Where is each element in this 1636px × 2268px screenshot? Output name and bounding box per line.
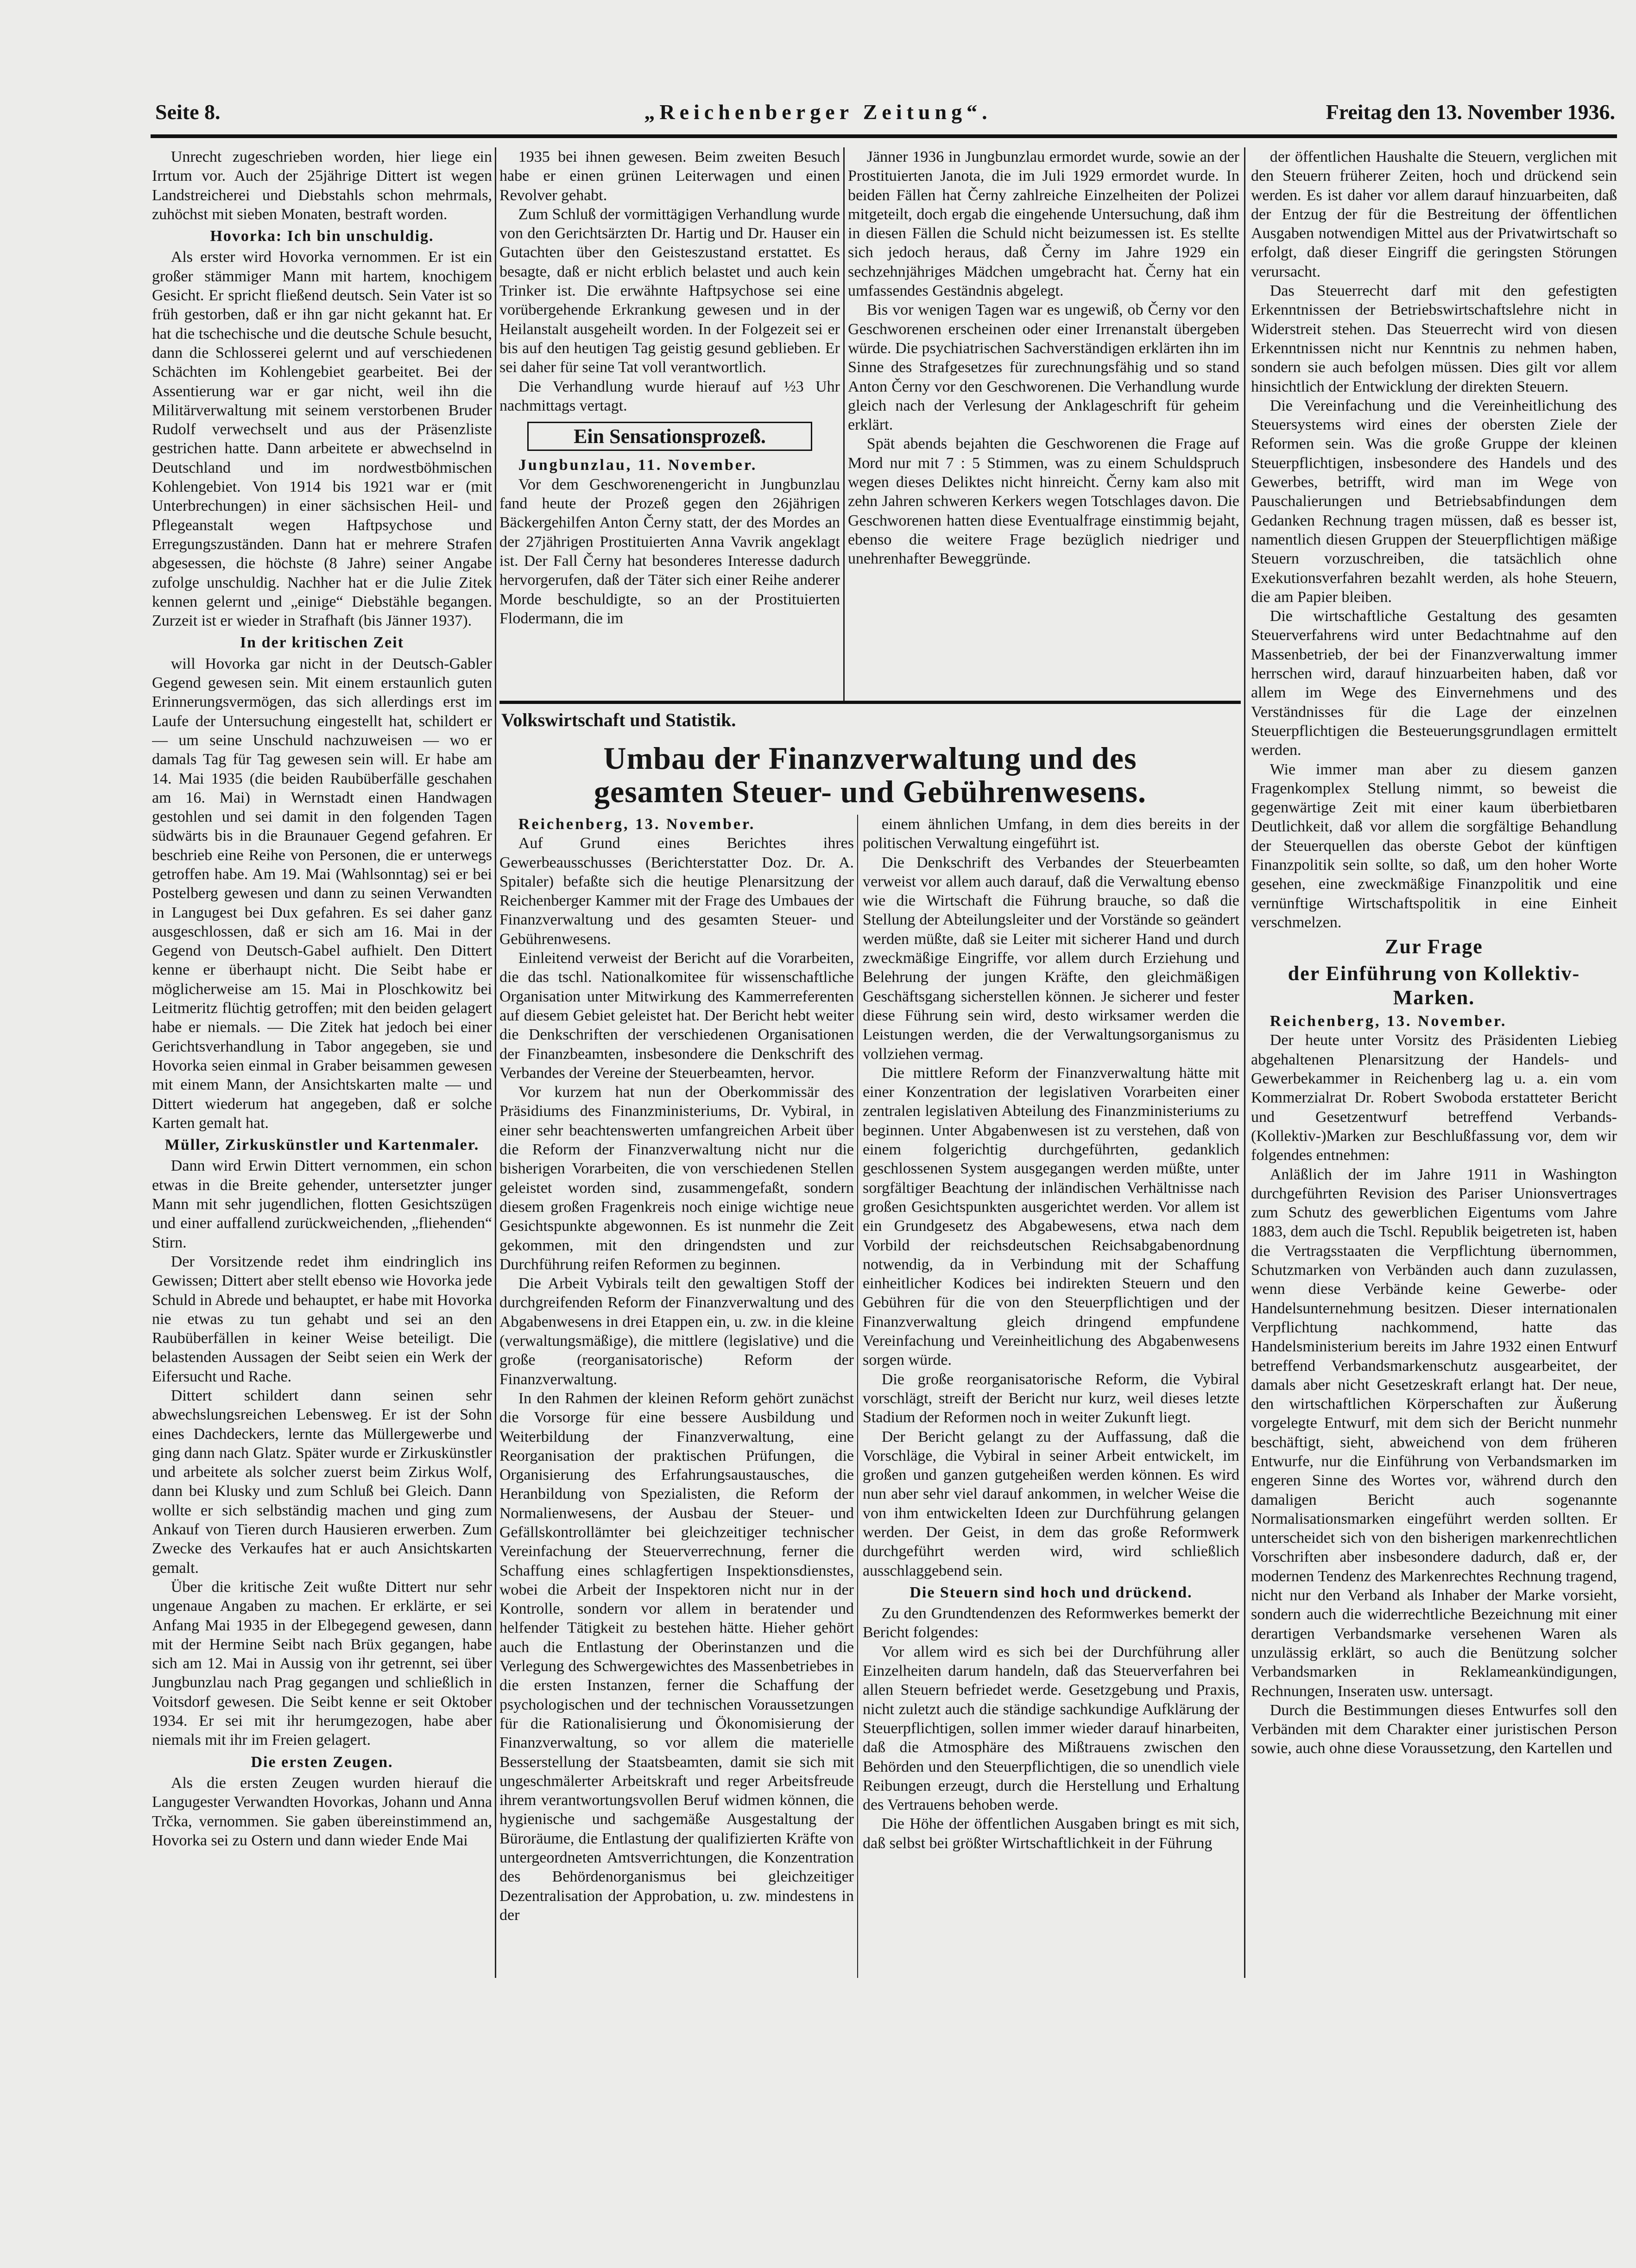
paragraph: In den Rahmen der kleinen Reform gehört zunächst die Vorsorge für eine bessere Ausbildung und Weiterbildung der Finanzverwaltung, eine Reorganisation der praktischen Prüfungen, die Organisierung des Erfahrungsaustausches, die Heranbildung von Spezialisten, die Reform der Normalienwesens, der Ausbau der Steuer- und Gefällskontrollämter bei gleichzeitiger technischer Vereinfachung der Steuerverrechnung, ferner die Schaffung eines schlagfertigen Inspektionsdienstes, wobei die Arbeit der Inspektoren nicht nur in der Kontrolle, sondern vor allem in beratender und helfender Tätigkeit zu bestehen hätte. Hieher gehört auch die Entlastung der Oberinstanzen und die Verlegung des Schwergewichtes des Massenbetriebes in die ersten Instanzen, ferner die Schaffung der psychologischen und der technischen Voraussetzungen für die Rationalisierung und Ökonomisierung der Finanzverwaltung, so vor allem die materielle Besserstellung der Staatsbeamten, damit sie sich mit ungeschmälerter Arbeitskraft und reger Arbeitsfreude ihrem verantwortungsvollen Beruf widmen können, die hygienische und sachgemäße Ausgestaltung der Büroräume, die Entlastung der qualifizierten Kräfte von untergeordneten Amtsverrichtungen, die Konzentration des Behördenorganismus bei gleichzeitiger Dezentralisation der Approbation, u. zw. mindestens in der (499, 1389, 854, 1924)
paragraph: Dann wird Erwin Dittert vernommen, ein schon etwas in die Breite gehender, untersetzter junger Mann mit sehr jugendlichen, flotten Gesichtszügen und einer auffallend zurückweichenden, „fliehenden“ Stirn. (152, 1157, 492, 1251)
paragraph: Über die kritische Zeit wußte Dittert nur sehr ungenaue Angaben zu machen. Er erklärte, er sei Anfang Mai 1935 in der Elbegegend gewesen, dann mit der Hermine Seibt nach Brüx gegangen, habe sich am 12. Mai in Aussig von ihr getrennt, sei über Jungbunzlau nach Prag gegangen und schließlich in Voitsdorf gewesen. Die Seibt kenne er seit Oktober 1934. Er sei mit ihr herumgezogen, habe aber niemals mit ihr im Freien gelagert. (152, 1578, 492, 1749)
paragraph: Die Denkschrift des Verbandes der Steuerbeamten verweist vor allem auch darauf, daß die Verwaltung ebenso wie die Wirtschaft die Führung brauche, so daß die Stellung der Abteilungsleiter und der Vorstände so geändert werden müßte, daß sie Leiter mit sicherer Hand und durch zweckmäßige Eingriffe, vor allem durch Erziehung und Belehrung der jungen Kräfte, den gleichmäßigen Geschäftsgang sicherstellen können. Je sicherer und fester diese Führung sein wird, desto wirksamer werden die Leistungen werden, die der Verwaltungsorganismus zu vollziehen vermag. (863, 854, 1239, 1063)
dateline: Reichenberg, 13. November. (1270, 1013, 1507, 1030)
article-title-box: Ein Sensationsprozeß. (527, 422, 812, 451)
newspaper-title: „Reichenberger Zeitung“. (644, 100, 992, 124)
paragraph: Die Arbeit Vybirals teilt den gewaltigen Stoff der durchgreifenden Reform der Finanzverwaltung und des Abgabenwesens in drei Etappen ein, u. zw. in die kleine (verwaltungsmäßige), die mittlere (legislative) und die große (reorganisatorische) Reform der Finanzverwaltung. (499, 1275, 854, 1388)
paragraph: Vor dem Geschworenengericht in Jungbunzlau fand heute der Prozeß gegen den 26jährigen Bäckergehilfen Anton Černy statt, der des Mordes an der 27jährigen Prostituierten Anna Vavrik angeklagt ist. Der Fall Černy hat besonderes Interesse dadurch hervorgerufen, daß der Täter sich einer Reihe anderer Morde beschuldigte, so an der Prostituierten Flodermann, die im (499, 475, 840, 627)
paragraph: Durch die Bestimmungen dieses Entwurfes soll den Verbänden mit dem Charakter einer juristischen Person sowie, auch ohne diese Voraussetzung, den Kartellen und (1251, 1701, 1617, 1757)
column-divider (1244, 147, 1245, 1978)
column-4 (1251, 147, 1617, 1978)
paragraph: Anläßlich der im Jahre 1911 in Washington durchgeführten Revision des Pariser Unionsvertrages zum Schutz des gewerblichen Eigentums vom Jahre 1883, dem auch die Tschl. Republik beigetreten ist, haben die Vertragsstaaten die Verpflichtung übernommen, Schutzmarken von Verbänden auch dann zuzulassen, wenn diese Verbände keine Gewerbe- oder Handelsunternehmung besitzen. Dieser internationalen Verpflichtung nachkommend, hatte das Handelsministerium bereits im Jahre 1932 einen Entwurf betreffend Verbandsmarkenschutz ausgearbeitet, der damals aber nicht Gesetzeskraft erlangt hat. Der neue, den wirtschaftlichen Körperschaften zur Äußerung vorgelegte Entwurf, mit dem sich der Bericht nunmehr beschäftigt, sieht, abweichend von dem früheren Entwurfe, nur die Einführung von Verbandsmarken im engeren Sinne des Wortes vor, während durch den damaligen Bericht auch sogenannte Normalisationsmarken eingeführt werden sollten. Er unterscheidet sich von den bisherigen markenrechtlichen Vorschriften aber insbesondere dadurch, daß er, der modernen Tendenz des Markenrechtes Rechnung tragend, nicht nur den Verband als Inhaber der Marke vorsieht, sondern auch die widerrechtliche Bezeichnung mit einer derartigen Verbandsmarke versehenen Waren als unzulässig erklärt, so auch die Benützung solcher Verbandsmarken in Reklameankündigungen, Rechnungen, Inseraten usw. untersagt. (1251, 1166, 1617, 1700)
subheading: Hovorka: Ich bin unschuldig. (210, 228, 434, 245)
dateline: Reichenberg, 13. November. (518, 816, 756, 833)
paragraph: Der heute unter Vorsitz des Präsidenten Liebieg abgehaltenen Plenarsitzung der Handels- und Gewerbekammer in Reichenberg lag u. a. ein vom Kommerzialrat Dr. Robert Swoboda erstatteter Bericht und Gesetzentwurf betreffend Verbands-(Kollektiv-)Marken zur Beschlußfassung vor, dem wir folgendes entnehmen: (1251, 1032, 1617, 1164)
paragraph: der öffentlichen Haushalte die Steuern, verglichen mit den Steuern früherer Zeiten, hoch und drückend sein werden. Es ist daher vor allem darauf hinzuarbeiten, daß der Entzug der für die Bestreitung der öffentlichen Ausgaben notwendigen Mittel aus der Privatwirtschaft so erfolgt, daß dieser Eingriff die geringsten Störungen verursacht. (1251, 148, 1617, 280)
subheading: In der kritischen Zeit (240, 634, 404, 652)
paragraph: Auf Grund eines Berichtes ihres Gewerbeausschusses (Berichterstatter Doz. Dr. A. Spitaler) befaßte sich die heutige Plenarsitzung der Reichenberger Kammer mit der Frage des Umbaues der Finanzverwaltung und des gesamten Steuer- und Gebührenwesens. (499, 835, 854, 948)
paragraph: Die Vereinfachung und die Vereinheitlichung des Steuersystems wird eines der obersten Ziele der Reformen sein. Was die große Gruppe der kleinen Steuerpflichtigen, insbesondere des Handels und des Gewerbes, betrifft, wird man im Wege von Pauschalierungen und Betriebsabfindungen dem Gedanken Rechnung tragen müssen, daß es besser ist, namentlich diesen Gruppen der Steuerpflichtigen mäßige Steuern vorzuschreiben, die tatsächlich ohne Exekutionsverfahren bezahlt werden, als hohe Steuern, die am Papier bleiben. (1251, 397, 1617, 606)
page-number: Seite 8. (155, 100, 221, 124)
paragraph: 1935 bei ihnen gewesen. Beim zweiten Besuch habe er einen grünen Leiterwagen und einen Revolver gehabt. (499, 148, 840, 204)
paragraph: Die Verhandlung wurde hierauf auf ½3 Uhr nachmittags vertagt. (499, 378, 840, 414)
paragraph: Als die ersten Zeugen wurden hierauf die Langugester Verwandten Hovorkas, Johann und Anna Trčka, vernommen. Sie gaben übereinstimmend an, Hovorka sei zu Ostern und dann wieder Ende Mai (152, 1774, 492, 1849)
issue-date: Freitag den 13. November 1936. (1326, 100, 1615, 124)
paragraph: Spät abends bejahten die Geschworenen die Frage auf Mord nur mit 7 : 5 Stimmen, was zu einem Schuldspruch wegen dieses Deliktes nicht hinreicht. Černy kam also mit zehn Jahren schweren Kerkers wegen Totschlages davon. Die Geschworenen hatten diese Eventualfrage einstimmig bejaht, ebenso die weitere Frage bezüglich niedriger und unehrenhafter Beweggründe. (848, 435, 1239, 568)
article-title: Zur Frage (1385, 935, 1483, 958)
column-divider (843, 147, 845, 701)
paragraph: Zum Schluß der vormittägigen Verhandlung wurde von den Gerichtsärzten Dr. Hartig und Dr. Hauser ein Gutachten über den Geisteszustand erstattet. Es besagte, daß er nicht erblich belastet und auch kein Trinker ist. Die erwähnte Haftpsychose sei eine vorübergehende Erkrankung gewesen und in der Heilanstalt ausgeheilt worden. In der Folgezeit sei er bis auf den heutigen Tag geistig gesund geblieben. Er sei daher für seine Tat voll verantwortlich. (499, 205, 840, 376)
paragraph: Der Vorsitzende redet ihm eindringlich ins Gewissen; Dittert aber stellt ebenso wie Hovorka jede Schuld in Abrede und behauptet, er habe mit Hovorka nie etwas zu tun gehabt und sei an den Raubüberfällen in keiner Weise beteiligt. Die belastenden Aussagen der Seibt seien ein Werk der Eifersucht und Rache. (152, 1253, 492, 1385)
column-divider (495, 147, 496, 1978)
paragraph: Zu den Grundtendenzen des Reformwerkes bemerkt der Bericht folgendes: (863, 1605, 1239, 1641)
economy-article-right (863, 815, 1239, 1978)
paragraph: Das Steuerrecht darf mit den gefestigten Erkenntnissen der Betriebswirtschaftslehre nicht in Widerstreit stehen. Das Steuerrecht wird von diesen Erkenntnissen nicht nur Kenntnis zu nehmen haben, sondern sie auch befolgen müssen. Dies gilt vor allem hinsichtlich der Entwicklung der direkten Steuern. (1251, 282, 1617, 395)
section-title: Volkswirtschaft und Statistik. (501, 710, 736, 730)
paragraph: Die wirtschaftliche Gestaltung des gesamten Steuerverfahrens wird unter Bedachtnahme auf den Massenbetrieb, der bei der Finanzverwaltung immer herrschen wird, darauf hinzuarbeiten haben, daß vor allem im Wege des Einvernehmens und des Verständnisses für die Lage der einzelnen Steuerpflichtigen die Besteuerungsgrundlagen ermittelt werden. (1251, 608, 1617, 759)
paragraph: einem ähnlichen Umfang, in dem dies bereits in der politischen Verwaltung eingeführt ist. (863, 816, 1239, 852)
paragraph: Unrecht zugeschrieben worden, hier liege ein Irrtum vor. Auch der 25jährige Dittert ist wegen Landstreicherei und Diebstahls schon mehrmals, zuhöchst mit sieben Monaten, bestraft worden. (152, 148, 492, 223)
column-1 (152, 147, 492, 1978)
paragraph: Vor allem wird es sich bei der Durchführung aller Einzelheiten darum handeln, daß das Steuerverfahren bei allen Steuern befriedet werde. Gesetzgebung und Praxis, nicht zuletzt auch die ständige sachkundige Aufklärung der Steuerpflichtigen, sollen immer wieder darauf hinarbeiten, daß die Atmosphäre des Mißtrauens zwischen den Behörden und den Steuerpflichtigen, die so unendlich viele Reibungen erzeugt, durch die Herstellung und Erhaltung des Vertrauens behoben werde. (863, 1643, 1239, 1814)
subheading: Die Steuern sind hoch und drückend. (910, 1584, 1193, 1601)
headline-line-1: Umbau der Finanzverwaltung und des (603, 741, 1137, 776)
paragraph: Die Höhe der öffentlichen Ausgaben bringt es mit sich, daß selbst bei größter Wirtschaftlichkeit in der Führung (863, 1815, 1239, 1852)
paragraph: Bis vor wenigen Tagen war es ungewiß, ob Černy vor den Geschworenen erscheinen oder einer Irrenanstalt übergeben würde. Die psychiatrischen Sachverständigen erklärten ihn im Sinne des Strafgesetzes für zurechnungsfähig und so stand Anton Černy vor den Geschworenen. Die Verhandlung wurde gleich nach der Verlesung der Anklageschrift für geheim erklärt. (848, 301, 1239, 434)
section-rule (499, 701, 1241, 704)
economy-article-left (499, 815, 854, 1978)
dateline: Jungbunzlau, 11. November. (518, 456, 758, 474)
subheading: Müller, Zirkuskünstler und Kartenmaler. (164, 1136, 480, 1154)
paragraph: Die große reorganisatorische Reform, die Vybiral vorschlägt, streift der Bericht nur kurz, weil dieses letzte Stadium der Reformen noch in weiter Zukunft liegt. (863, 1370, 1239, 1426)
paragraph: Vor kurzem hat nun der Oberkommissär des Präsidiums des Finanzministeriums, Dr. Vybiral, in einer sehr beachtenswerten umfangreichen Arbeit über die Reform der Finanzverwaltung nicht nur die bisherigen Vorarbeiten, die von verschiedenen Stellen geleistet worden sind, zusammengefaßt, sondern diesem großen Fragenkreis noch einige wichtige neue Gesichtspunkte abgewonnen. Es ist nunmehr die Zeit gekommen, mit den dringendsten und zur Durchführung reifen Reformen zu beginnen. (499, 1083, 854, 1273)
paragraph: Einleitend verweist der Bericht auf die Vorarbeiten, die das tschl. Nationalkomitee für wissenschaftliche Organisation unter Mitwirkung des Kammerreferenten auf diesem Gebiet geleistet hat. Der Bericht hebt weiter die Denkschriften der verschiedenen Organisationen der Finanzbeamten, insbesondere die Denkschrift des Verbandes der Vereine der Steuerbeamten, hervor. (499, 950, 854, 1082)
subheading: Die ersten Zeugen. (251, 1753, 393, 1771)
paragraph: Als erster wird Hovorka vernommen. Er ist ein großer stämmiger Mann mit hartem, knochigem Gesicht. Er spricht fließend deutsch. Sein Vater ist so früh gestorben, daß er ihn gar nicht gekannt hat. Er hat die tschechische und die deutsche Schule besucht, dann die Schlosserei gelernt und auf verschiedenen Schächten im Kohlengebiet gearbeitet. Bei der Assentierung war er gar nicht, weil ihn die Militärverwaltung mit seinem verstorbenen Bruder Rudolf verwechselt und aus der Präsenzliste gestrichen hatte. Dann arbeitete er abwechselnd in Deutschland und im nordwestböhmischen Kohlengebiet. Von 1914 bis 1921 war er (mit Unterbrechungen) in einer sächsischen Heil- und Pflegeanstalt wegen Haftpsychose und Erregungszuständen. Dann hat er mehrere Strafen abgesessen, die höchste (8 Jahre) seiner Angabe zufolge unschuldig. Nachher hat er die Julie Zitek kennen gelernt und „einige“ Diebstähle begangen. Zurzeit ist er wieder in Strafhaft (bis Jänner 1937). (152, 248, 492, 630)
headline-line-2: gesamten Steuer- und Gebührenwesens. (594, 774, 1147, 809)
paragraph: Die mittlere Reform der Finanzverwaltung hätte mit einer Konzentration der legislativen Vorarbeiten einer zentralen legislativen Abteilung des Finanzministeriums zu beginnen. Unter Abgabenwesen ist zu verstehen, daß von einem folgerichtig durchgeführten, gedanklich geschlossenen System ausgegangen werden müßte, unter sorgfältiger Beachtung der inländischen Verhältnisse nach großen Gesichtspunkten ausgerichtet werden. Vor allem ist ein Grundgesetz des Abgabewesens, etwa nach dem Vorbild der reichsdeutschen Reichsabgabenordnung notwendig, da in Verbindung mit der Schaffung einheitlicher Kodices bei indirekten Steuern und den Gebühren für die von den Steuerpflichtigen und der Finanzverwaltung gleich dringend empfundene Vereinfachung und Vereinheitlichung des Abgabenwesens sorgen würde. (863, 1064, 1239, 1369)
column-3-upper (848, 147, 1239, 699)
header-rule (151, 134, 1617, 138)
paragraph: Der Bericht gelangt zu der Auffassung, daß die Vorschläge, die Vybiral in seiner Arbeit entwickelt, im großen und ganzen gutgeheißen werden können. Es wird nun aber sehr viel darauf ankommen, in welcher Weise die von ihm entwickelten Ideen zur Durchführung gelangen werden. Der Geist, in dem das große Reformwerk durchgeführt werden wird, wird schließlich ausschlaggebend sein. (863, 1428, 1239, 1579)
paragraph: will Hovorka gar nicht in der Deutsch-Gabler Gegend gewesen sein. Mit einem erstaunlich guten Erinnerungsvermögen, das sich allerdings erst im Laufe der Untersuchung eingestellt hat, schildert er — um seine Unschuld nachzuweisen — wo er damals Tag für Tag gewesen sein will. Er habe am 14. Mai 1935 (die beiden Raubüberfälle geschahen am 16. Mai) in Wernstadt einen Handwagen gestohlen und sei damit in den folgenden Tagen südwärts bis in die Braunauer Gegend gefahren. Er beschrieb eine Reihe von Personen, die er unterwegs getroffen habe. Am 19. Mai (Wahlsonntag) sei er bei Postelberg gewesen und dann zu seinen Verwandten in Langugest bei Dux gefahren. Es sei daher ganz ausgeschlossen, daß er sich am 16. Mai in der Gegend von Deutsch-Gabel aufhielt. Den Dittert kenne er überhaupt nicht. Die Seibt habe er möglicherweise am 15. Mai in Ploschkowitz bei Leitmeritz flüchtig getroffen; mit den beiden gelagert habe er niemals. — Die Zitek hat jedoch bei einer Gerichtsverhandlung in Tabor angegeben, sie und Hovorka seien einmal in Graber beisammen gewesen mit einem Mann, der Ansichtskarten malte — und Dittert wiederum hat angegeben, daß er solche Karten gemalt hat. (152, 655, 492, 1132)
column-divider (857, 815, 858, 1978)
column-2-upper (499, 147, 840, 699)
paragraph: Dittert schildert dann seinen sehr abwechslungsreichen Lebensweg. Er ist der Sohn eines Dachdeckers, lernte das Müllergewerbe und ging dann nach Glatz. Später wurde er Zirkuskünstler und arbeitete als solcher zuerst beim Zirkus Wolf, dann bei Klusky und zum Schluß bei Gleich. Dann wollte er sich selbständig machen und ging zum Ankauf von Tieren durch Hausieren erwerben. Zum Zwecke des Verkaufes hat er auch Ansichtskarten gemalt. (152, 1387, 492, 1577)
article-headline (499, 741, 1241, 808)
paragraph: Wie immer man aber zu diesem ganzen Fragenkomplex Stellung nimmt, so beweist die gegenwärtige Zeit mit einer kaum überbietbaren Deutlichkeit, daß vor allem die sorgfältige Behandlung der Steuerquellen das oberste Gebot der künftigen Finanzpolitik sein sollte, so daß, um den hoher Worte gesehen, eine zweckmäßige Finanzpolitik und eine vernünftige Wirtschaftspolitik in eine Einheit verschmelzen. (1251, 760, 1617, 931)
paragraph: Jänner 1936 in Jungbunzlau ermordet wurde, sowie an der Prostituierten Janota, die im Juli 1929 ermordet wurde. In beiden Fällen hat Černy zahlreiche Einzelheiten der Polizei mitgeteilt, doch ergab die eingehende Untersuchung, daß ihm in diesen Fällen die Schuld nicht beizumessen ist. Es stellte sich jedoch heraus, daß Černy im Jahre 1929 ein sechzehnjähriges Mädchen umgebracht hat. Černy hat ein umfassendes Geständnis abgelegt. (848, 148, 1239, 300)
article-title: der Einführung von Kollektiv-Marken. (1288, 962, 1580, 1009)
